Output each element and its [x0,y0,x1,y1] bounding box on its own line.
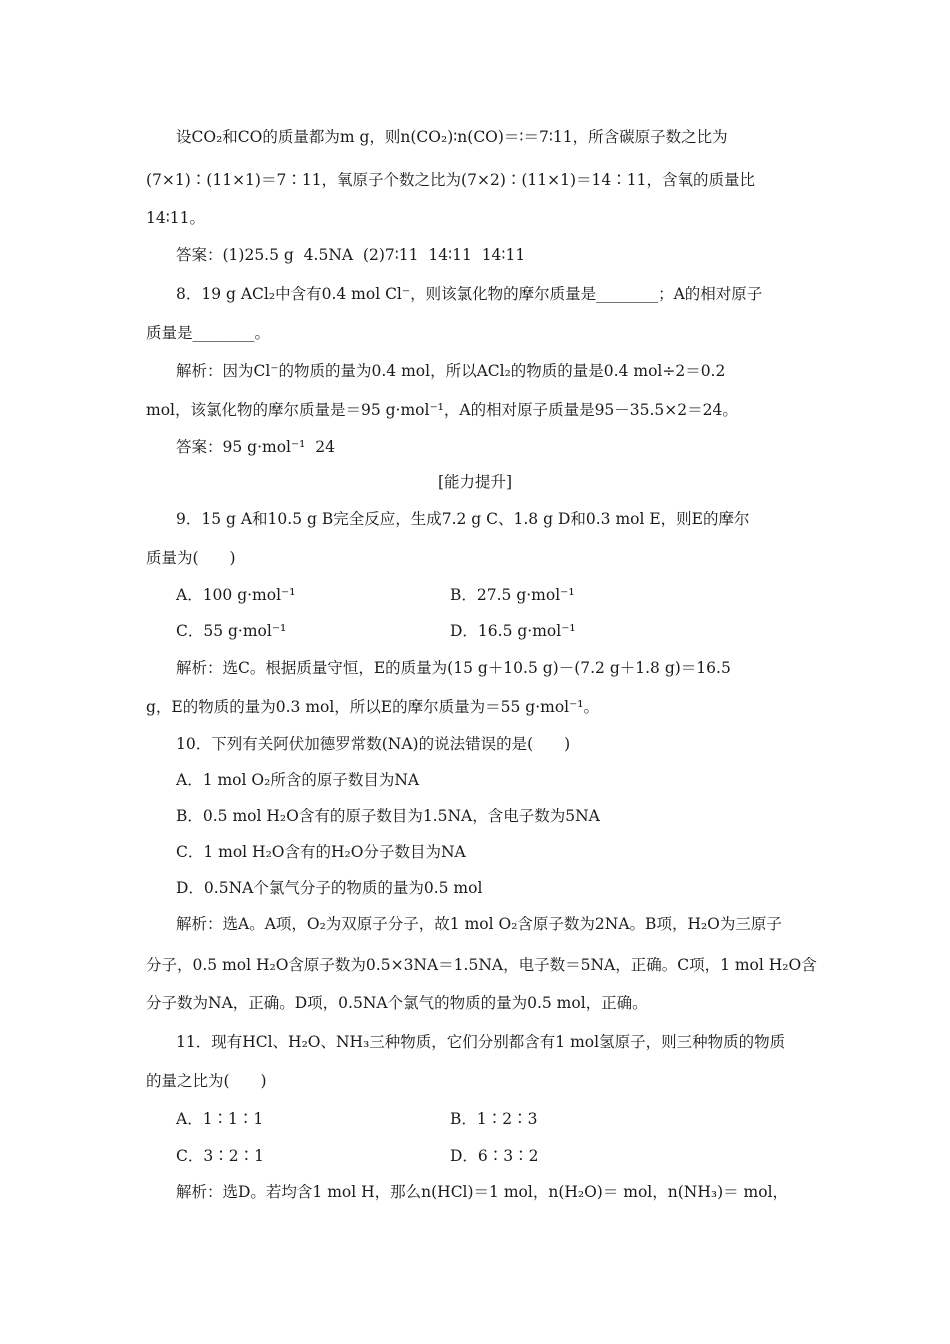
text-line: 设CO₂和CO的质量都为m g，则n(CO₂)∶n(CO)＝∶＝7∶11，所含碳原子数之比为 [176,128,728,146]
option-c: C．1 mol H₂O含有的H₂O分子数目为NA [176,843,466,861]
answer-line: 答案：95 g·mol⁻¹ 24 [176,438,335,456]
text-line: 14∶11。 [146,209,205,227]
option-a: A．1 mol O₂所含的原子数目为NA [176,771,420,789]
option-c: C．55 g·mol⁻¹ [176,622,287,640]
question-9: 9．15 g A和10.5 g B完全反应，生成7.2 g C、1.8 g D和0.3 mol E，则E的摩尔 [176,510,750,528]
option-d: D．0.5NA个氯气分子的物质的量为0.5 mol [176,879,483,897]
question-11: 11．现有HCl、H₂O、NH₃三种物质，它们分别都含有1 mol氢原子，则三种物质的物质 [176,1033,786,1051]
text-line: mol，该氯化物的摩尔质量是＝95 g·mol⁻¹，A的相对原子质量是95－35.5×2＝24。 [146,401,738,419]
option-a: A．1∶1∶1 [176,1110,264,1128]
option-a: A．100 g·mol⁻¹ [176,586,296,604]
question-8: 8．19 g ACl₂中含有0.4 mol Cl⁻，则该氯化物的摩尔质量是________；A的相对原子 [176,285,763,303]
option-d: D．16.5 g·mol⁻¹ [450,622,576,640]
option-b: B．0.5 mol H₂O含有的原子数目为1.5NA，含电子数为5NA [176,807,600,825]
question-10: 10．下列有关阿伏加德罗常数(NA)的说法错误的是( ) [176,735,571,753]
text-line: (7×1)∶(11×1)＝7∶11，氧原子个数之比为(7×2)∶(11×1)＝14∶11，含氧的质量比 [146,171,755,189]
option-d: D．6∶3∶2 [450,1147,539,1165]
text-line: 分子，0.5 mol H₂O含原子数为0.5×3NA＝1.5NA，电子数＝5NA，正确。C项，1 mol H₂O含 [146,956,817,974]
option-b: B．1∶2∶3 [450,1110,538,1128]
analysis-line: 解析：因为Cl⁻的物质的量为0.4 mol，所以ACl₂的物质的量是0.4 mol÷2＝0.2 [176,362,726,380]
analysis-line: 解析：选C。根据质量守恒，E的质量为(15 g＋10.5 g)－(7.2 g＋1.8 g)＝16.5 [176,659,731,677]
section-heading: [能力提升] [437,473,513,491]
text-line: 的量之比为( ) [146,1072,267,1090]
answer-line: 答案：(1)25.5 g 4.5NA (2)7∶11 14∶11 14∶11 [176,246,526,264]
text-line: 质量为( ) [146,549,236,567]
option-c: C．3∶2∶1 [176,1147,264,1165]
option-b: B．27.5 g·mol⁻¹ [450,586,575,604]
analysis-line: 解析：选A。A项，O₂为双原子分子，故1 mol O₂含原子数为2NA。B项，H₂O为三原子 [176,915,782,933]
analysis-line: 解析：选D。若均含1 mol H，那么n(HCl)＝1 mol，n(H₂O)＝ mol，n(NH₃)＝ mol， [176,1183,789,1201]
text-line: 质量是________。 [146,324,271,342]
text-line: 分子数为NA，正确。D项，0.5NA个氯气的物质的量为0.5 mol，正确。 [146,994,648,1012]
text-line: g，E的物质的量为0.3 mol，所以E的摩尔质量为＝55 g·mol⁻¹。 [146,698,599,716]
